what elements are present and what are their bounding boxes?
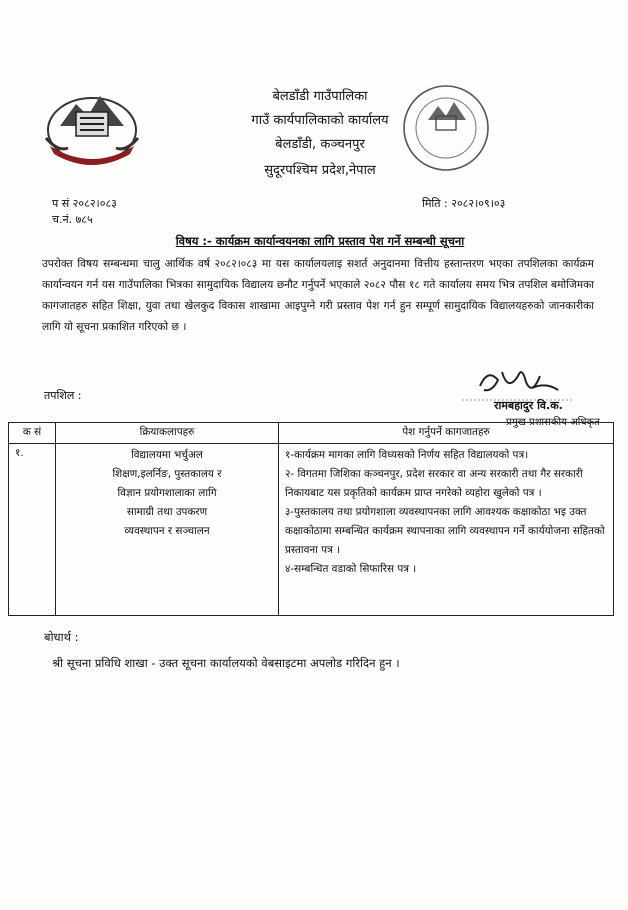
table-row [9, 444, 614, 616]
signatory-title: प्रमुख प्रशासकीय अधिकृत [506, 417, 600, 428]
header-activities: क्रियाकलापहरु [56, 423, 279, 444]
document-item: ३-पुस्तकालय तथा प्रयोगशाला व्यवस्थापनका लागि आवश्यक कक्षाकोठा भइ उक्त कक्षाकोठामा सम्बन्धित कार्यक्रम स्थापनाका लागि व्यवस्थापन गर्ने कार्ययोजना सहितको प्रस्तावना पत्र । [285, 506, 605, 556]
dispatch-number: च.नं. ७८५ [52, 213, 93, 226]
activity-line: विद्यालयमा भर्चुअल [131, 449, 203, 461]
bodhartha-text: श्री सूचना प्रविधि शाखा - उक्त सूचना कार्यालयको वेबसाइटमा अपलोड गरिदिन हुन । [52, 656, 400, 670]
row-activity [56, 444, 279, 616]
office-stamp-icon [398, 80, 494, 176]
activity-line: विज्ञान प्रयोगशालाका लागि [117, 487, 217, 499]
nepal-emblem-icon [38, 82, 146, 170]
letter-number: प सं २०८२।०८३ [52, 197, 117, 210]
row-serial: १. [9, 444, 56, 616]
document-item: १-कार्यक्रम मागका लागि विध्यसको निर्णय सहित विद्यालयको पत्र। [285, 449, 529, 461]
table-header-row [9, 423, 614, 444]
signatory-name: रामबहादुर वि.क. [494, 399, 563, 412]
subject-line: विषय :- कार्यक्रम कार्यान्वयनका लागि प्रस्ताव पेश गर्ने सम्बन्धी सूचना [175, 234, 465, 248]
activity-line: व्यवस्थापन र सञ्चालन [124, 525, 210, 537]
tapashil-table [8, 422, 614, 616]
header-documents: पेश गर्नुपर्ने कागजातहरु [279, 423, 614, 444]
document-item: ४-सम्बन्धित वडाको सिफारिस पत्र । [285, 563, 417, 575]
row-documents [279, 444, 614, 616]
province-name: सुदूरपश्चिम प्रदेश,नेपाल [264, 163, 376, 178]
letter-date: मिति : २०८२।०९।०३ [422, 197, 506, 210]
document-item: २- विगतमा जिशिका कञ्चनपुर, प्रदेश सरकार वा अन्य सरकारी तथा गैर सरकारी निकायबाट यस प्रकृतिको कार्यक्रम प्राप्त नगरेको व्यहोरा खुलेको पत्र । [285, 468, 583, 499]
tapashil-label: तपशिल : [44, 389, 82, 402]
notice-body: उपरोक्त विषय सम्बन्धमा चालु आर्थिक वर्ष २०८२।०८३ मा यस कार्यालयलाइ सशर्त अनुदानमा वित्तीय हस्तान्तरण भएका तपशिलका कार्यक्रम कार्यान्वयन गर्न यस गाउँपालिका भित्रका सामुदायिक विद्यालय छनौट गर्नुपर्ने भएकाले २०८२ पौस १८ गते कार्यालय समय भित्र तपशिल बमोजिमका कागजातहरु सहित शिक्षा, युवा तथा खेलकुद विकास शाखामा आइपुग्ने गरी प्रस्ताव पेश गर्न हुन सम्पूर्ण सामुदायिक विद्यालयहरुको जानकारीका लागि यो सूचना प्रकाशित गरिएको छ । [42, 258, 594, 333]
activity-line: सामाग्री तथा उपकरण [126, 506, 208, 518]
office-name: गाउँ कार्यपालिकाको कार्यालय [251, 113, 389, 128]
header-serial: क सं [9, 423, 56, 444]
bodhartha-label: बोधार्थ : [44, 630, 79, 644]
municipality-name: बेलडाँडी गाउँपालिका [272, 89, 368, 104]
activity-line: शिक्षण,इलर्निङ, पुस्तकालय र [112, 468, 222, 480]
office-location: बेलडाँडी, कञ्चनपुर [275, 137, 365, 152]
